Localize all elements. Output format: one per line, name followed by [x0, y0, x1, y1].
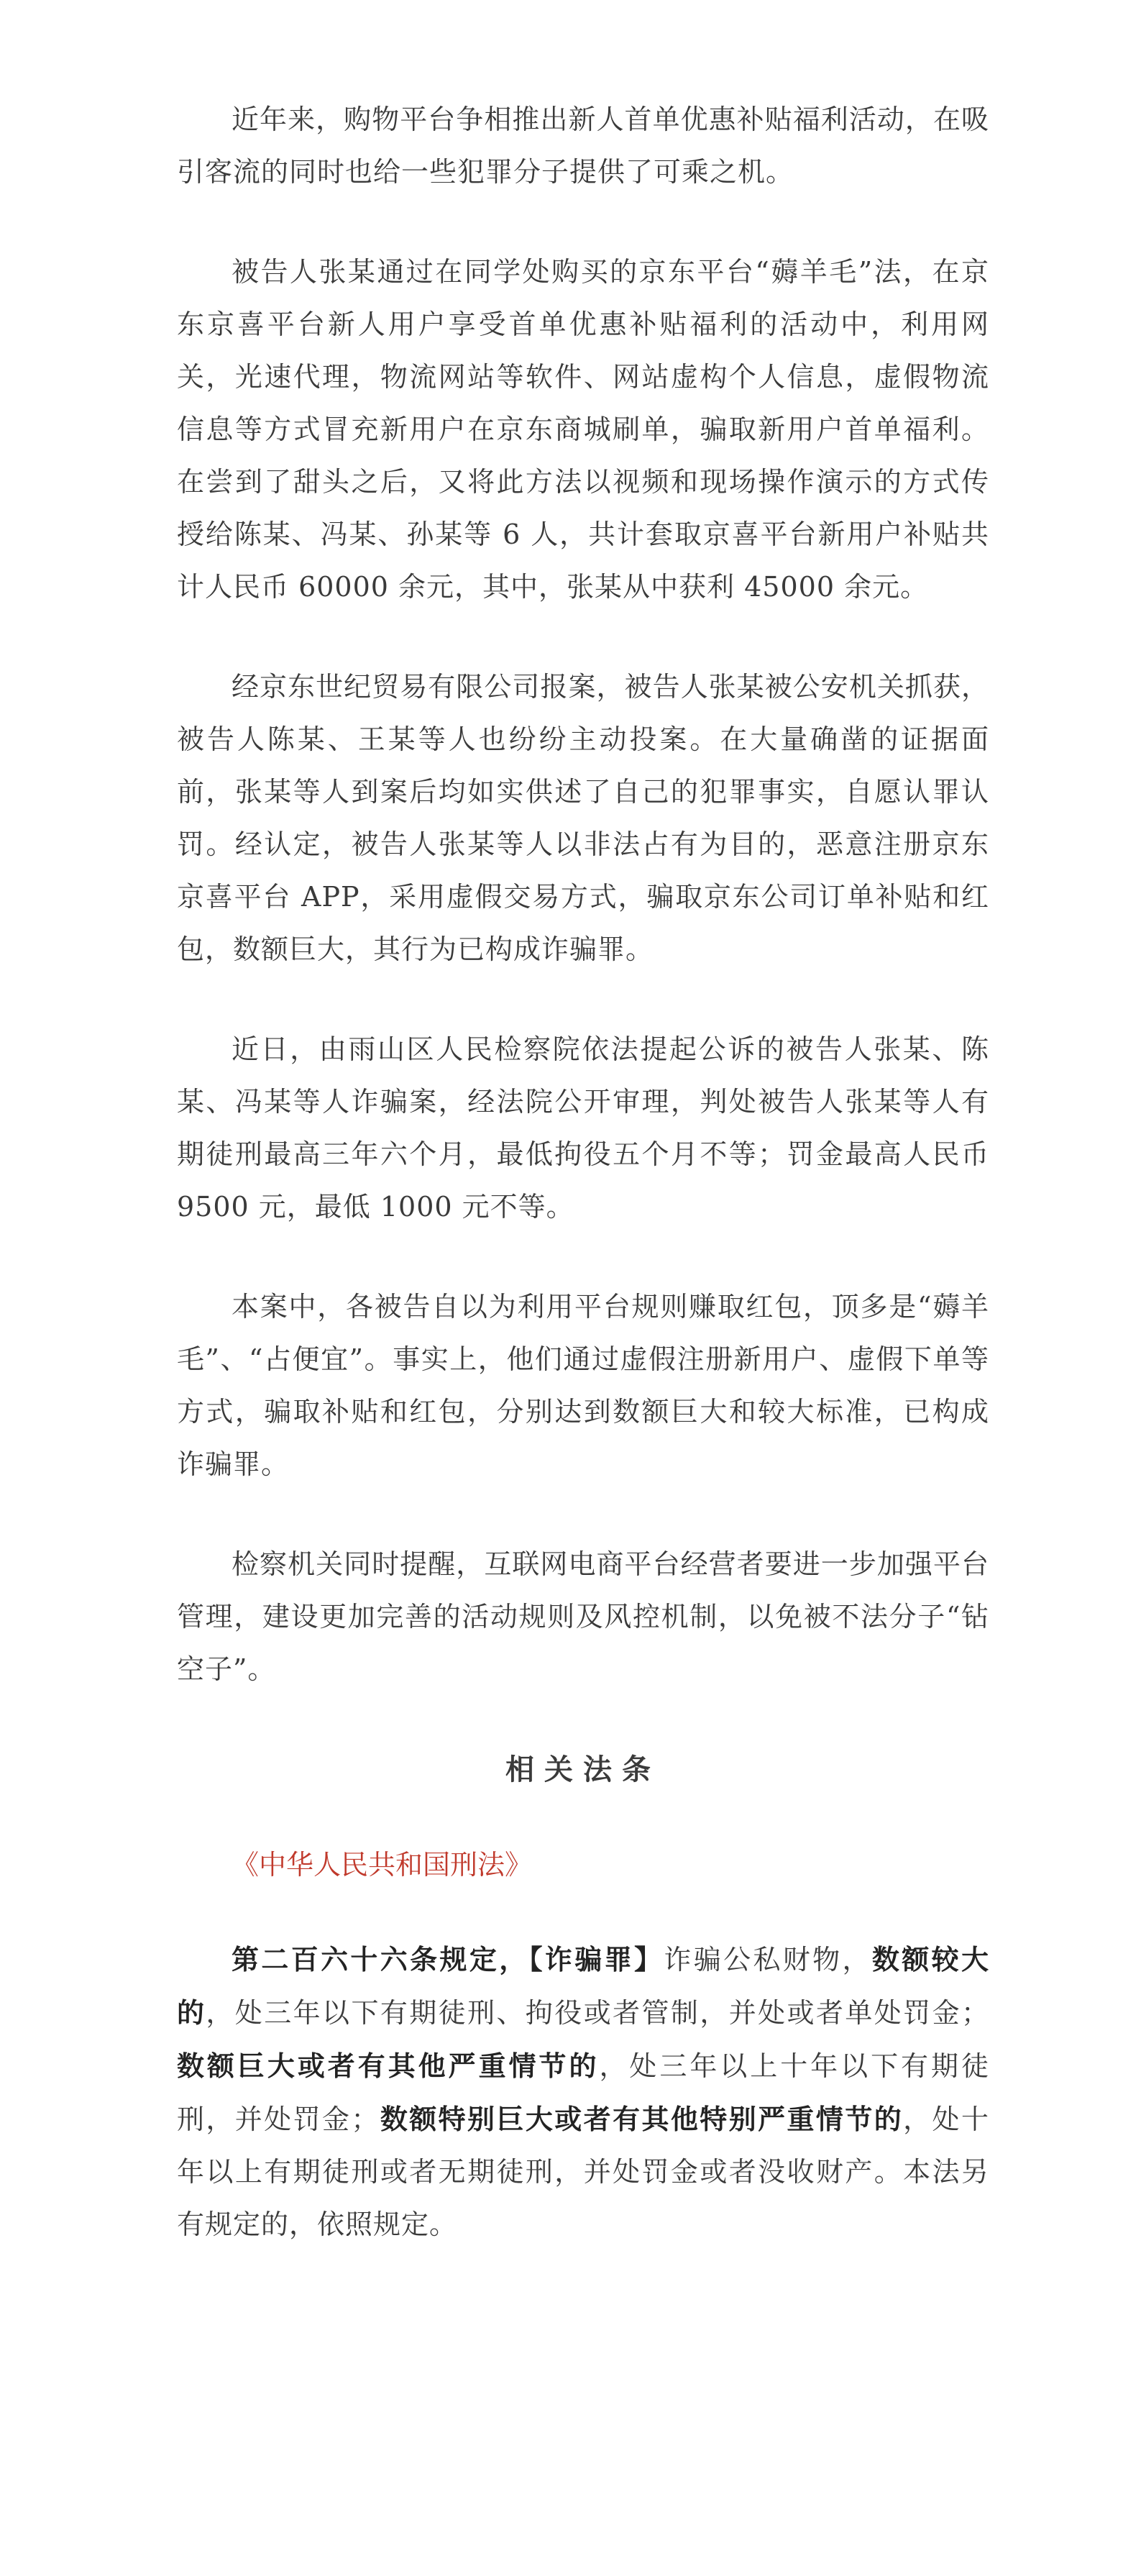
- article-clause-emphasis-2: 数额巨大或者有其他严重情节的: [177, 2050, 600, 2082]
- paragraph-analysis: 本案中，各被告自以为利用平台规则赚取红包，顶多是“薅羊毛”、“占便宜”。事实上，他们通过虚假注册新用户、虚假下单等方式，骗取补贴和红包，分别达到数额巨大和较大标准，已构成诈骗罪。: [177, 1291, 989, 1480]
- article-clause-emphasis-1: 数额较大的: [177, 1943, 989, 2029]
- law-title: 《中华人民共和国刑法》: [232, 1849, 533, 1881]
- section-heading: 相关法条: [505, 1753, 661, 1786]
- article-clause: ，处十年以上有期徒刑或者无期徒刑，并处罚金或者没收财产。本法另有规定的，依照规定。: [177, 2104, 989, 2240]
- crime-name: 【诈骗罪】: [528, 1943, 664, 1976]
- article-clause-emphasis-3: 数额特别巨大或者有其他特别严重情节的: [379, 2103, 904, 2135]
- paragraph-investigation: 经京东世纪贸易有限公司报案，被告人张某被公安机关抓获，被告人陈某、王某等人也纷纷主动投案。在大量确凿的证据面前，张某等人到案后均如实供述了自己的犯罪事实，自愿认罪认罚。经认定，被告人张某等人以非法占有为目的，恶意注册京东京喜平台 APP，采用虚假交易方式，骗取京东公司订单补贴和红包，数额巨大，其行为已构成诈骗罪。: [177, 671, 989, 965]
- paragraph-intro: 近年来，购物平台争相推出新人首单优惠补贴福利活动，在吸引客流的同时也给一些犯罪分子提供了可乘之机。: [177, 104, 989, 188]
- law-article-text: [177, 1933, 989, 2251]
- article-clause: 诈骗公私财物，: [664, 1944, 872, 1976]
- article-clause: ，处三年以上十年以下有期徒刑，并处罚金；: [177, 2050, 989, 2135]
- paragraph-verdict: 近日，由雨山区人民检察院依法提起公诉的被告人张某、陈某、冯某等人诈骗案，经法院公开审理，判处被告人张某等人有期徒刑最高三年六个月，最低拘役五个月不等；罚金最高人民币 9500 元，最低 1000 元不等。: [177, 1033, 989, 1223]
- article-number: 第二百六十六条规定，: [232, 1943, 529, 1976]
- paragraph-reminder: 检察机关同时提醒，互联网电商平台经营者要进一步加强平台管理，建设更加完善的活动规则及风控机制，以免被不法分子“钻空子”。: [177, 1548, 989, 1685]
- article-clause: ，处三年以下有期徒刑、拘役或者管制，并处或者单处罚金；: [206, 1997, 989, 2029]
- article-body: [177, 93, 989, 2298]
- paragraph-case-facts: 被告人张某通过在同学处购买的京东平台“薅羊毛”法，在京东京喜平台新人用户享受首单优惠补贴福利的活动中，利用网关，光速代理，物流网站等软件、网站虚构个人信息，虚假物流信息等方式冒充新用户在京东商城刷单，骗取新用户首单福利。在尝到了甜头之后，又将此方法以视频和现场操作演示的方式传授给陈某、冯某、孙某等 6 人，共计套取京喜平台新用户补贴共计人民币 60000 余元，其中，张某从中获利 45000 余元。: [177, 256, 989, 603]
